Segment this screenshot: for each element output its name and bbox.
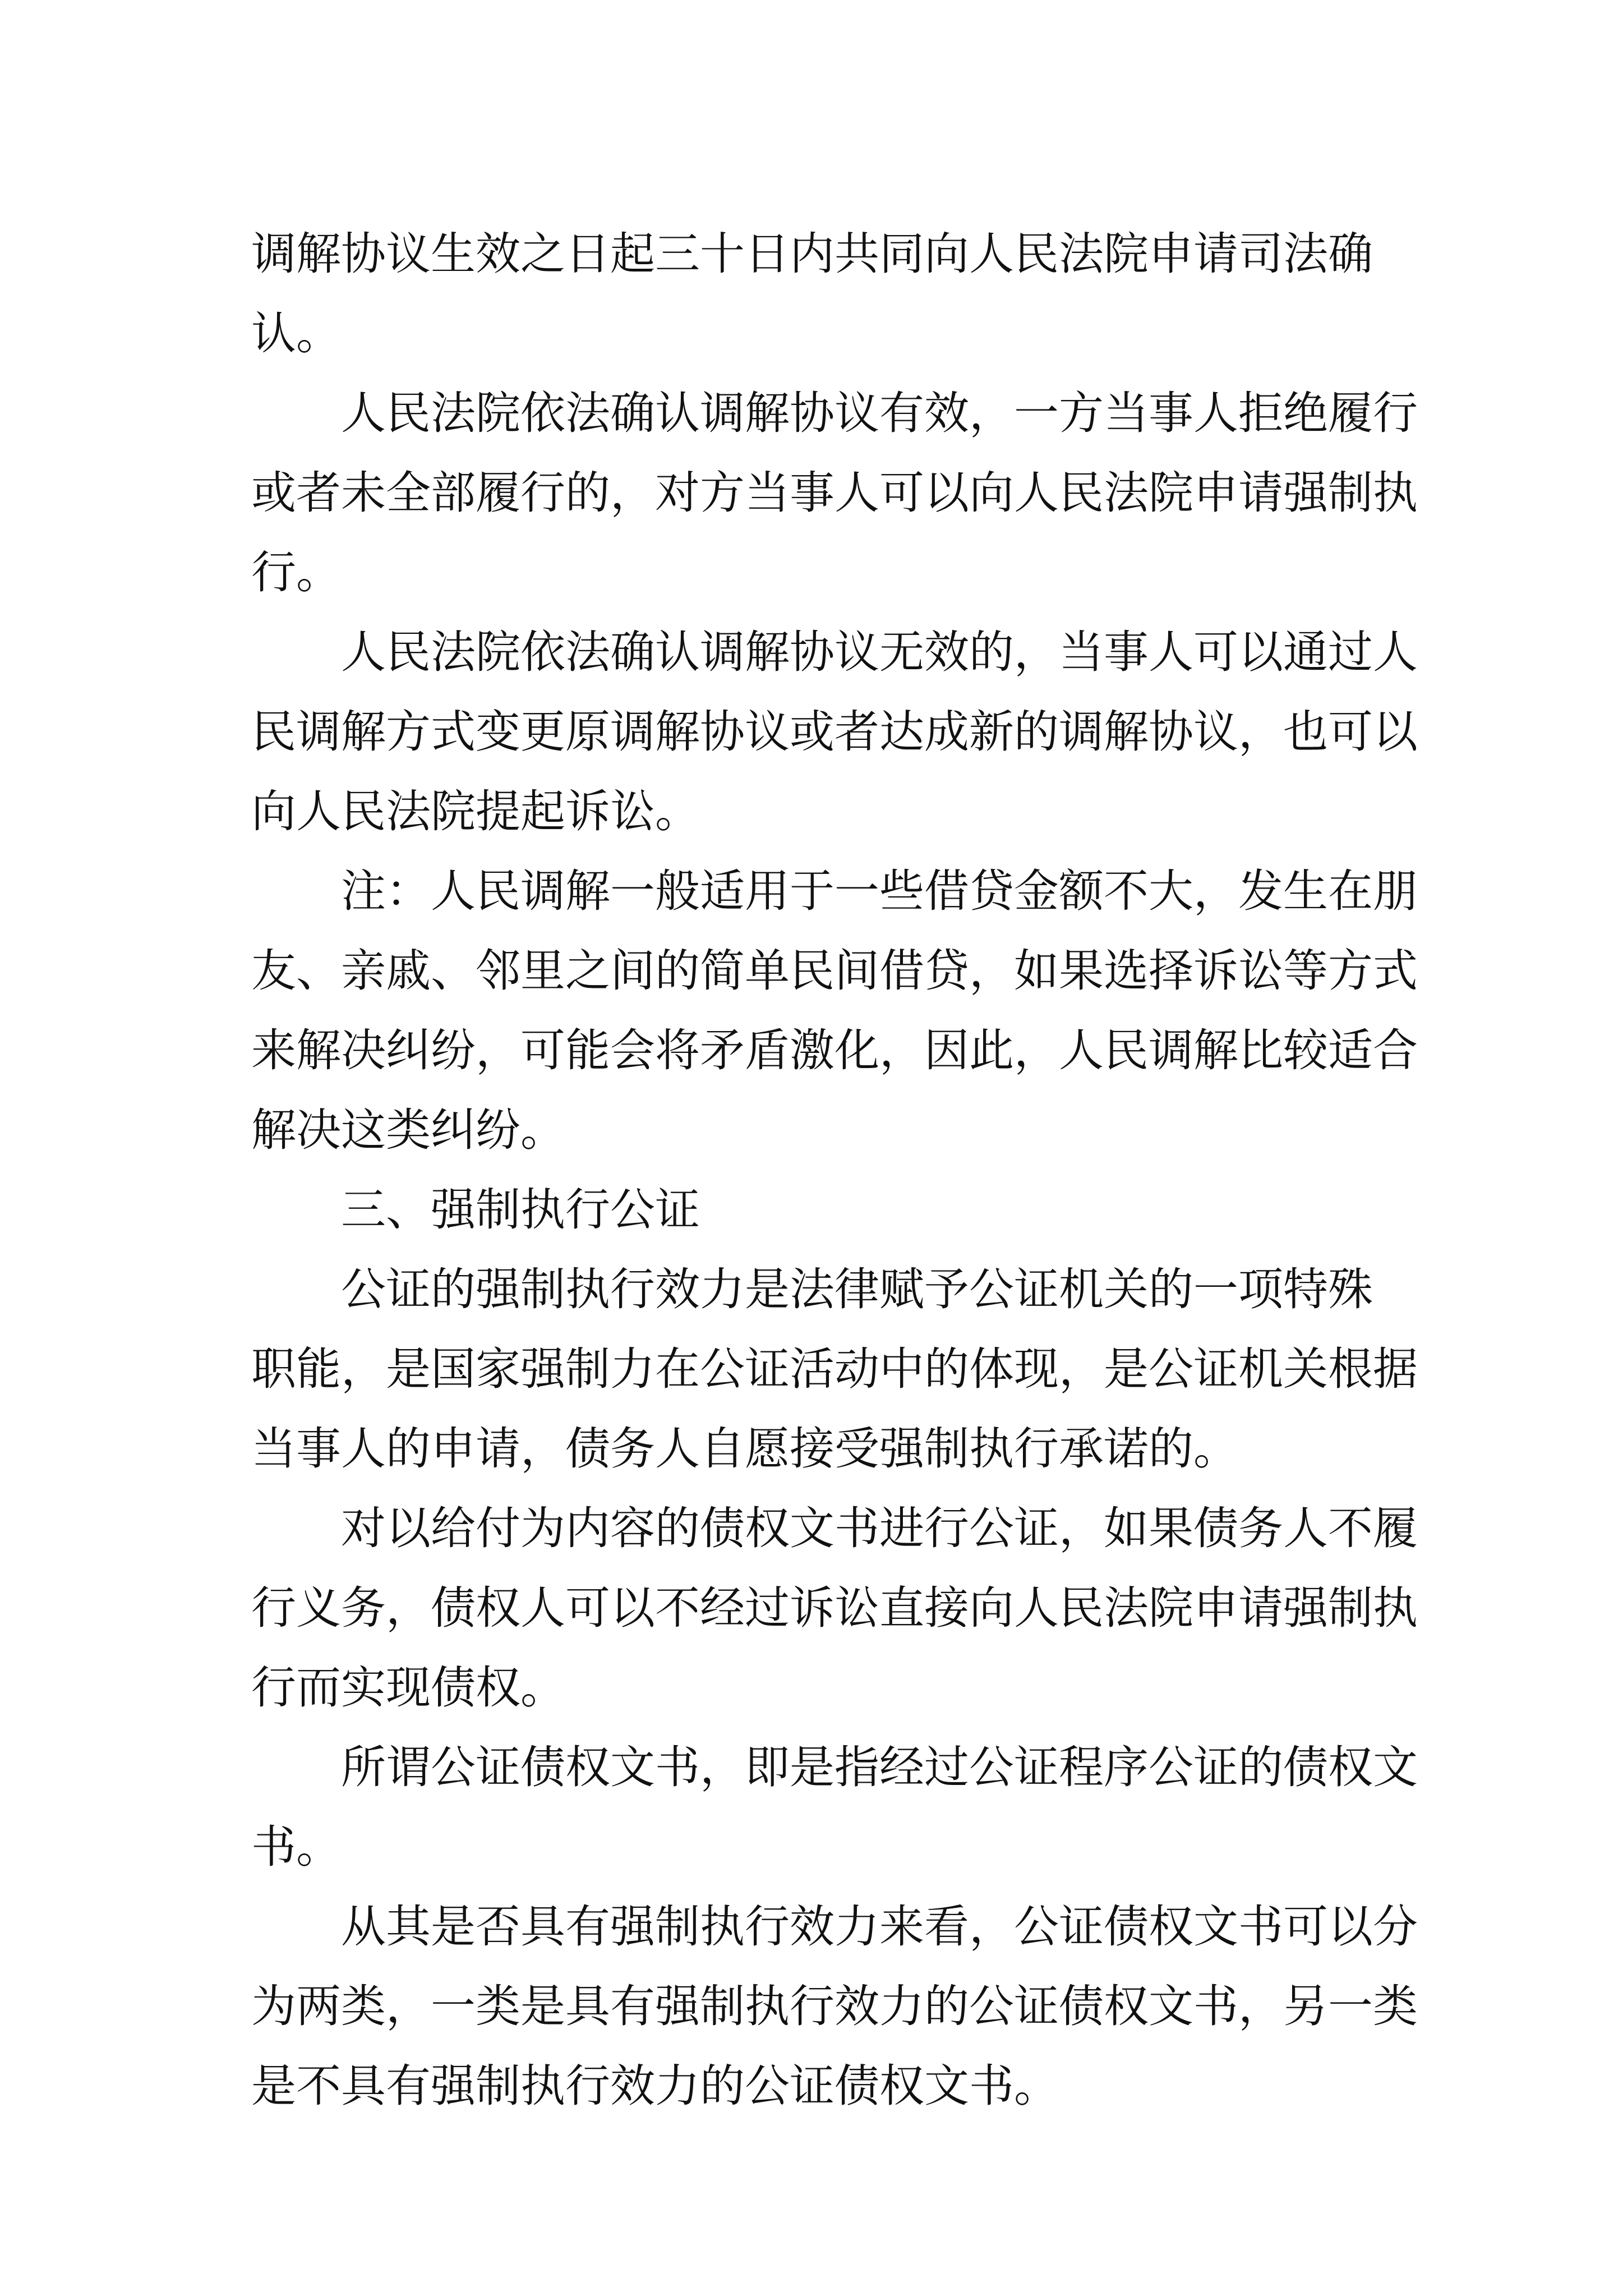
text-line: 职能，是国家强制力在公证活动中的体现，是公证机关根据 <box>251 1343 1418 1395</box>
text-line: 书。 <box>251 1821 341 1873</box>
text-line: 解决这类纠纷。 <box>251 1104 565 1156</box>
text-line: 或者未全部履行的，对方当事人可以向人民法院申请强制执 <box>251 467 1418 519</box>
section-heading: 三、强制执行公证 <box>341 1184 700 1236</box>
text-line: 当事人的申请，债务人自愿接受强制执行承诺的。 <box>251 1423 1238 1475</box>
text-line: 为两类，一类是具有强制执行效力的公证债权文书，另一类 <box>251 1980 1418 2032</box>
text-line: 人民法院依法确认调解协议有效，一方当事人拒绝履行 <box>341 387 1418 439</box>
text-line: 友、亲戚、邻里之间的简单民间借贷，如果选择诉讼等方式 <box>251 945 1418 997</box>
text-line: 所谓公证债权文书，即是指经过公证程序公证的债权文 <box>341 1741 1418 1793</box>
text-line: 行而实现债权。 <box>251 1662 565 1714</box>
text-line: 注：人民调解一般适用于一些借贷金额不大，发生在朋 <box>341 865 1418 917</box>
text-line: 行义务，债权人可以不经过诉讼直接向人民法院申请强制执 <box>251 1582 1418 1634</box>
text-line: 公证的强制执行效力是法律赋予公证机关的一项特殊 <box>341 1263 1373 1315</box>
text-line: 向人民法院提起诉讼。 <box>251 785 700 838</box>
text-line: 来解决纠纷，可能会将矛盾激化，因此，人民调解比较适合 <box>251 1024 1418 1076</box>
text-line: 行。 <box>251 546 341 599</box>
text-line: 对以给付为内容的债权文书进行公证，如果债务人不履 <box>341 1502 1418 1554</box>
text-line: 人民法院依法确认调解协议无效的，当事人可以通过人 <box>341 626 1418 678</box>
text-line: 调解协议生效之日起三十日内共同向人民法院申请司法确 <box>251 228 1373 280</box>
text-line: 认。 <box>251 307 341 360</box>
text-line: 民调解方式变更原调解协议或者达成新的调解协议，也可以 <box>251 706 1418 758</box>
text-line: 从其是否具有强制执行效力来看，公证债权文书可以分 <box>341 1901 1418 1953</box>
text-line: 是不具有强制执行效力的公证债权文书。 <box>251 2060 1059 2112</box>
document-body <box>251 214 1418 2126</box>
